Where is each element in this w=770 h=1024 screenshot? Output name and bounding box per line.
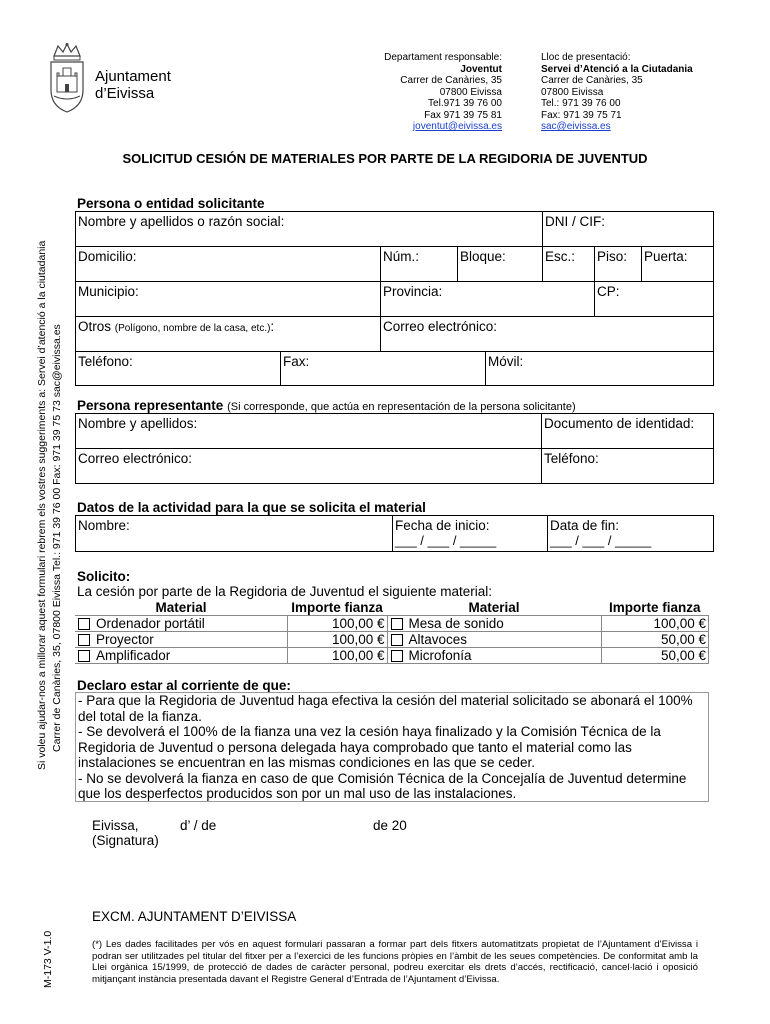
department-block — [360, 52, 502, 133]
material-price: 100,00 € — [287, 648, 387, 664]
label-fecha-fin: Data de fin: — [550, 518, 620, 533]
field-fecha-inicio[interactable] — [393, 516, 548, 552]
declaro-box — [75, 692, 709, 802]
label-provincia: Provincia: — [383, 284, 443, 299]
solicitante-contact-table — [75, 351, 714, 386]
label-movil: Móvil: — [488, 354, 524, 369]
coat-of-arms-logo — [46, 42, 88, 114]
firma-de20: de 20 — [373, 818, 407, 833]
label-fax: Fax: — [283, 354, 310, 369]
field-dni-cif[interactable] — [543, 212, 714, 247]
col-material-left: Material — [155, 600, 207, 615]
presentation-city: 07800 Eivissa — [541, 86, 604, 98]
label-nombre-razon: Nombre y apellidos o razón social: — [78, 214, 285, 229]
material-row — [75, 616, 709, 632]
label-rep-documento: Documento de identidad: — [544, 416, 695, 431]
material-price: 100,00 € — [601, 616, 709, 632]
logo-name — [95, 68, 171, 102]
label-telefono: Teléfono: — [78, 354, 133, 369]
material-name: Proyector — [96, 632, 154, 647]
label-dni-cif: DNI / CIF: — [545, 214, 605, 229]
firma-signatura: (Signatura) — [92, 833, 159, 848]
firma-place: Eivissa, — [92, 818, 139, 833]
field-rep-documento[interactable] — [542, 414, 714, 449]
logo-line1: Ajuntament — [95, 68, 171, 85]
representante-hint: (Si corresponde, que actúa en representación de la persona solicitante) — [227, 401, 576, 413]
form-code: M-173 V-1.0 — [42, 930, 54, 988]
representante-heading: Persona representante — [77, 398, 224, 413]
field-movil[interactable] — [486, 352, 714, 386]
material-name: Microfonía — [408, 648, 472, 663]
blank-fecha-inicio: ___ / ___ / _____ — [395, 533, 497, 548]
label-municipio: Municipio: — [78, 284, 139, 299]
field-domicilio[interactable] — [76, 247, 381, 282]
presentation-label: Lloc de presentació: — [541, 52, 631, 63]
declaro-item-2: - Se devolverá el 100% de la fianza una vez la cesión haya finalizado y la Comisión Técnica de la Regidoria de Juventud o persona delegada haya comprobado que tanto el material como las instalaciones se encuentran en las mismas condiciones en las que se ceder. — [78, 724, 661, 770]
material-price: 100,00 € — [287, 616, 387, 632]
field-rep-nombre[interactable] — [76, 414, 542, 449]
side-text-line2: Carrer de Canàries, 35, 07800 Eivissa Tel.: 971 39 76 00 Fax: 971 39 75 73 sac@eivissa.es — [51, 324, 63, 752]
label-piso: Piso: — [597, 249, 628, 264]
material-price: 50,00 € — [601, 648, 709, 664]
field-fax[interactable] — [281, 352, 486, 386]
page-title: SOLICITUD CESIÓN DE MATERIALES POR PARTE DE LA REGIDORIA DE JUVENTUD — [122, 151, 648, 166]
checkbox-ordenador[interactable] — [78, 618, 90, 630]
field-act-nombre[interactable] — [76, 516, 393, 552]
actividad-heading: Datos de la actividad para la que se solicita el material — [77, 500, 426, 515]
field-rep-correo[interactable] — [76, 449, 542, 484]
label-otros-colon: : — [270, 319, 275, 334]
field-correo[interactable] — [381, 317, 714, 352]
solicitante-heading: Persona o entidad solicitante — [77, 196, 265, 211]
material-row — [75, 648, 709, 664]
col-importe-left: Importe fianza — [291, 600, 383, 615]
label-rep-correo: Correo electrónico: — [78, 451, 193, 466]
presentation-tel: Tel.: 971 39 76 00 — [541, 98, 621, 109]
field-esc[interactable] — [543, 247, 595, 282]
material-name: Amplificador — [96, 648, 171, 663]
declaro-item-1: - Para que la Regidoria de Juventud haga efectiva la cesión del material solicitado se abonará el 100% del total de la fianza. — [78, 693, 693, 724]
label-num: Núm.: — [383, 249, 420, 264]
blank-fecha-fin: ___ / ___ / _____ — [550, 533, 652, 548]
label-cp: CP: — [597, 284, 620, 299]
checkbox-altavoces[interactable] — [391, 634, 403, 646]
presentation-fax: Fax: 971 39 75 71 — [541, 109, 622, 121]
label-bloque: Bloque: — [460, 249, 506, 264]
material-row — [75, 632, 709, 648]
department-name: Joventut — [460, 63, 502, 75]
solicito-heading: Solicito: — [77, 569, 131, 584]
material-table — [75, 600, 709, 664]
label-fecha-inicio: Fecha de inicio: — [395, 518, 490, 533]
checkbox-amplificador[interactable] — [78, 650, 90, 662]
material-name: Mesa de sonido — [408, 616, 504, 631]
label-domicilio: Domicilio: — [78, 249, 137, 264]
field-fecha-fin[interactable] — [548, 516, 714, 552]
solicito-intro: La cesión por parte de la Regidoria de Juventud el siguiente material: — [77, 584, 493, 599]
department-city: 07800 Eivissa — [439, 86, 502, 98]
label-act-nombre: Nombre: — [78, 518, 130, 533]
logo-line2: d’Eivissa — [95, 85, 155, 102]
department-label: Departament responsable: — [384, 52, 502, 63]
presentation-address: Carrer de Canàries, 35 — [541, 75, 643, 86]
label-esc: Esc.: — [545, 249, 576, 264]
material-price: 100,00 € — [287, 632, 387, 648]
presentation-name: Servei d’Atenció a la Ciutadania — [541, 63, 693, 75]
field-piso[interactable] — [595, 247, 642, 282]
label-otros: Otros — [78, 319, 112, 334]
material-name: Altavoces — [408, 632, 468, 647]
checkbox-mesa-sonido[interactable] — [391, 618, 403, 630]
field-provincia[interactable] — [381, 282, 595, 317]
field-rep-telefono[interactable] — [542, 449, 714, 484]
hint-otros: (Polígono, nombre de la casa, etc.) — [114, 323, 271, 334]
field-cp[interactable] — [595, 282, 714, 317]
side-text-line1: Si voleu ajudar-nos a millorar aquest formulari rebrem els vostres suggeriments a: Servei d’atenció a la ciutadania — [36, 240, 48, 770]
actividad-table — [75, 515, 714, 552]
firma-de1: d’ / de — [180, 818, 217, 833]
label-rep-telefono: Teléfono: — [544, 451, 599, 466]
declaro-item-3: - No se devolverá la fianza en caso de que Comisión Técnica de la Concejalía de Juventud determine que los desperfectos producidos son por un mal uso de las instalaciones. — [78, 770, 687, 801]
field-otros[interactable] — [76, 317, 381, 352]
checkbox-microfonia[interactable] — [391, 650, 403, 662]
solicitante-table — [75, 211, 714, 352]
representante-table — [75, 413, 714, 484]
department-email-link[interactable]: joventut@eivissa.es — [412, 121, 502, 132]
field-puerta[interactable] — [642, 247, 714, 282]
field-bloque[interactable] — [458, 247, 543, 282]
checkbox-proyector[interactable] — [78, 634, 90, 646]
declaro-heading: Declaro estar al corriente de que: — [77, 678, 291, 693]
representante-heading-line — [77, 398, 576, 413]
label-puerta: Puerta: — [644, 249, 688, 264]
field-telefono[interactable] — [76, 352, 281, 386]
footnote: (*) Les dades facilitades per vós en aquest formulari passaran a formar part dels fitxers automatitzats propietat de l’Ajuntament d’Eivissa i podran ser utilitzades pel titular del fitxer per a l’exercici de les funcions pròpies en l’àmbit de les seues competències. De conformitat amb la Llei orgànica 15/1999, de protecció de dades de caràcter personal, podreu exercitar els drets d’accés, rectificació, cancel·lació i oposició mitjançant instància presentada davant el Registre General d’Entrada de l’Ajuntament d’Eivissa. — [92, 939, 698, 985]
presentation-block — [541, 52, 721, 133]
material-name: Ordenador portátil — [96, 616, 205, 631]
department-tel: Tel.971 39 76 00 — [428, 98, 502, 109]
col-importe-right: Importe fianza — [608, 600, 701, 615]
material-price: 50,00 € — [601, 632, 709, 648]
excm-ajuntament: EXCM. AJUNTAMENT D’EIVISSA — [92, 909, 297, 924]
field-municipio[interactable] — [76, 282, 381, 317]
field-num[interactable] — [381, 247, 458, 282]
department-address: Carrer de Canàries, 35 — [400, 75, 502, 86]
label-rep-nombre: Nombre y apellidos: — [78, 416, 198, 431]
label-correo: Correo electrónico: — [383, 319, 498, 334]
presentation-email-link[interactable]: sac@eivissa.es — [541, 121, 611, 132]
field-nombre-razon[interactable] — [76, 212, 543, 247]
col-material-right: Material — [468, 600, 520, 615]
department-fax: Fax 971 39 75 81 — [424, 109, 502, 121]
